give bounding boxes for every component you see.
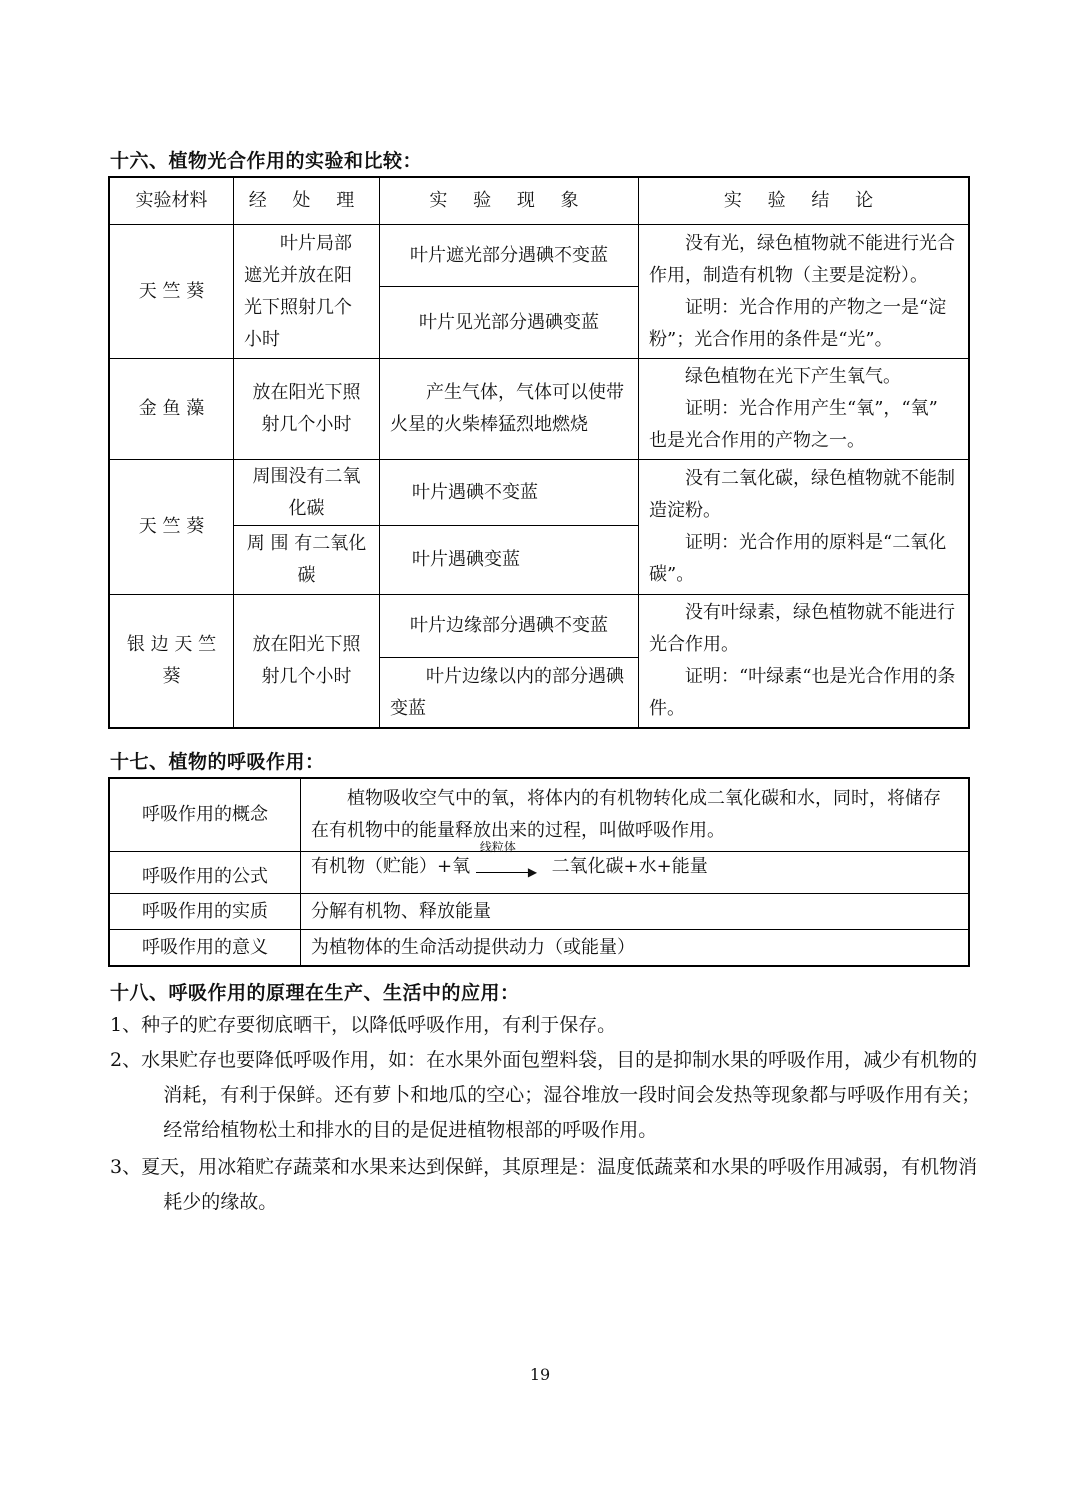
conclusion-text: 没有叶绿素，绿色植物就不能进行光合作用。: [649, 602, 955, 655]
conclusion-proof: 证明：光合作用的原料是“二氧化碳”。: [649, 532, 947, 585]
conclusion-cell: [639, 595, 969, 728]
treatment-cell: 放在阳光下照射几个小时: [234, 359, 380, 460]
row-label: 呼吸作用的意义: [110, 930, 301, 966]
treatment-cell: 周围没有二氧化碳: [234, 460, 380, 526]
respiration-table: [109, 778, 969, 966]
row-value: 分解有机物、释放能量: [301, 894, 969, 930]
row-label: 呼吸作用的实质: [110, 894, 301, 930]
phenomenon-cell: 叶片遮光部分遇碘不变蓝: [380, 225, 639, 287]
conclusion-cell: [639, 460, 969, 595]
phenomenon-cell: 叶片见光部分遇碘变蓝: [380, 287, 639, 359]
row-label: 呼吸作用的概念: [110, 779, 301, 852]
section16-heading: 十六、植物光合作用的实验和比较：: [110, 150, 423, 172]
header-treatment: 经 处 理: [234, 178, 380, 225]
table-row: [110, 894, 969, 930]
list-item: 3、夏天，用冰箱贮存蔬菜和水果来达到保鲜，其原理是：温度低蔬菜和水果的呼吸作用减弱，有机物消耗少的缘故。: [110, 1156, 978, 1213]
section17-heading: 十七、植物的呼吸作用：: [110, 751, 325, 773]
conclusion-proof: 证明：“叶绿素“也是光合作用的条件。: [649, 666, 956, 719]
formula-cell: [301, 840, 969, 894]
table-row: [110, 930, 969, 966]
conclusion-text: 没有二氧化碳，绿色植物就不能制造淀粉。: [649, 468, 955, 521]
phenomenon-cell: 叶片遇碘不变蓝: [380, 460, 639, 526]
formula-products: 二氧化碳+水+能量: [551, 856, 708, 877]
phenomenon-cell: 叶片边缘部分遇碘不变蓝: [380, 595, 639, 658]
conclusion-cell: [639, 225, 969, 359]
table-header-row: [110, 178, 969, 225]
formula-reactants: 有机物（贮能）+氧: [311, 856, 471, 877]
conclusion-proof: 证明：光合作用的产物之一是“淀粉”；光合作用的条件是“光”。: [649, 296, 947, 350]
arrow-icon: 线粒体 ▶: [476, 852, 546, 882]
row-label: 呼吸作用的公式: [110, 852, 301, 894]
list-item: 1、种子的贮存要彻底晒干，以降低呼吸作用，有利于保存。: [110, 1014, 617, 1036]
conclusion-text: 绿色植物在光下产生氧气。: [685, 366, 901, 387]
material-geranium: 天 竺 葵: [110, 460, 234, 595]
header-material: 实验材料: [110, 178, 234, 225]
treatment-cell: 周 围 有二氧化碳: [234, 526, 380, 595]
material-hornwort: 金 鱼 藻: [110, 359, 234, 460]
header-conclusion: 实 验 结 论: [639, 178, 969, 225]
table-row: [110, 225, 969, 287]
phenomenon-cell: 叶片遇碘变蓝: [380, 526, 639, 595]
conclusion-text: 没有光，绿色植物就不能进行光合作用，制造有机物（主要是淀粉）。: [649, 232, 955, 286]
phenomenon-cell: 叶片边缘以内的部分遇碘变蓝: [380, 658, 639, 728]
arrow-label: 线粒体: [479, 840, 516, 854]
header-phenomenon: 实 验 现 象: [380, 178, 639, 225]
treatment-cell: 放在阳光下照射几个小时: [234, 595, 380, 728]
row-value: 为植物体的生命活动提供动力（或能量）: [301, 930, 969, 966]
table-row: [110, 595, 969, 658]
table-row: [110, 359, 969, 460]
section18-heading: 十八、呼吸作用的原理在生产、生活中的应用：: [110, 982, 520, 1004]
table-row: [110, 852, 969, 894]
table-row: [110, 460, 969, 526]
material-geranium: 天 竺 葵: [110, 225, 234, 359]
photosynthesis-table: [109, 177, 969, 728]
conclusion-proof: 证明：光合作用产生“氧”，“氧” 也是光合作用的产物之一。: [649, 398, 938, 451]
phenomenon-cell: 产生气体，气体可以使带火星的火柴棒猛烈地燃烧: [380, 359, 639, 460]
conclusion-cell: [639, 359, 969, 460]
row-value: 植物吸收空气中的氧，将体内的有机物转化成二氧化碳和水，同时，将储存在有机物中的能量释放出来的过程，叫做呼吸作用。: [301, 779, 969, 852]
table-row: [110, 779, 969, 852]
material-silver-edge-geranium: 银 边 天 竺 葵: [110, 595, 234, 728]
page-number: 19: [529, 1365, 551, 1384]
treatment-cell: 叶片局部遮光并放在阳光下照射几个小时: [234, 225, 380, 359]
list-item: 2、水果贮存也要降低呼吸作用，如：在水果外面包塑料袋，目的是抑制水果的呼吸作用，减少有机物的消耗，有利于保鲜。还有萝卜和地瓜的空心；湿谷堆放一段时间会发热等现象都与呼吸作用有关；经常给植物松土和排水的目的是促进植物根部的呼吸作用。: [110, 1049, 981, 1141]
